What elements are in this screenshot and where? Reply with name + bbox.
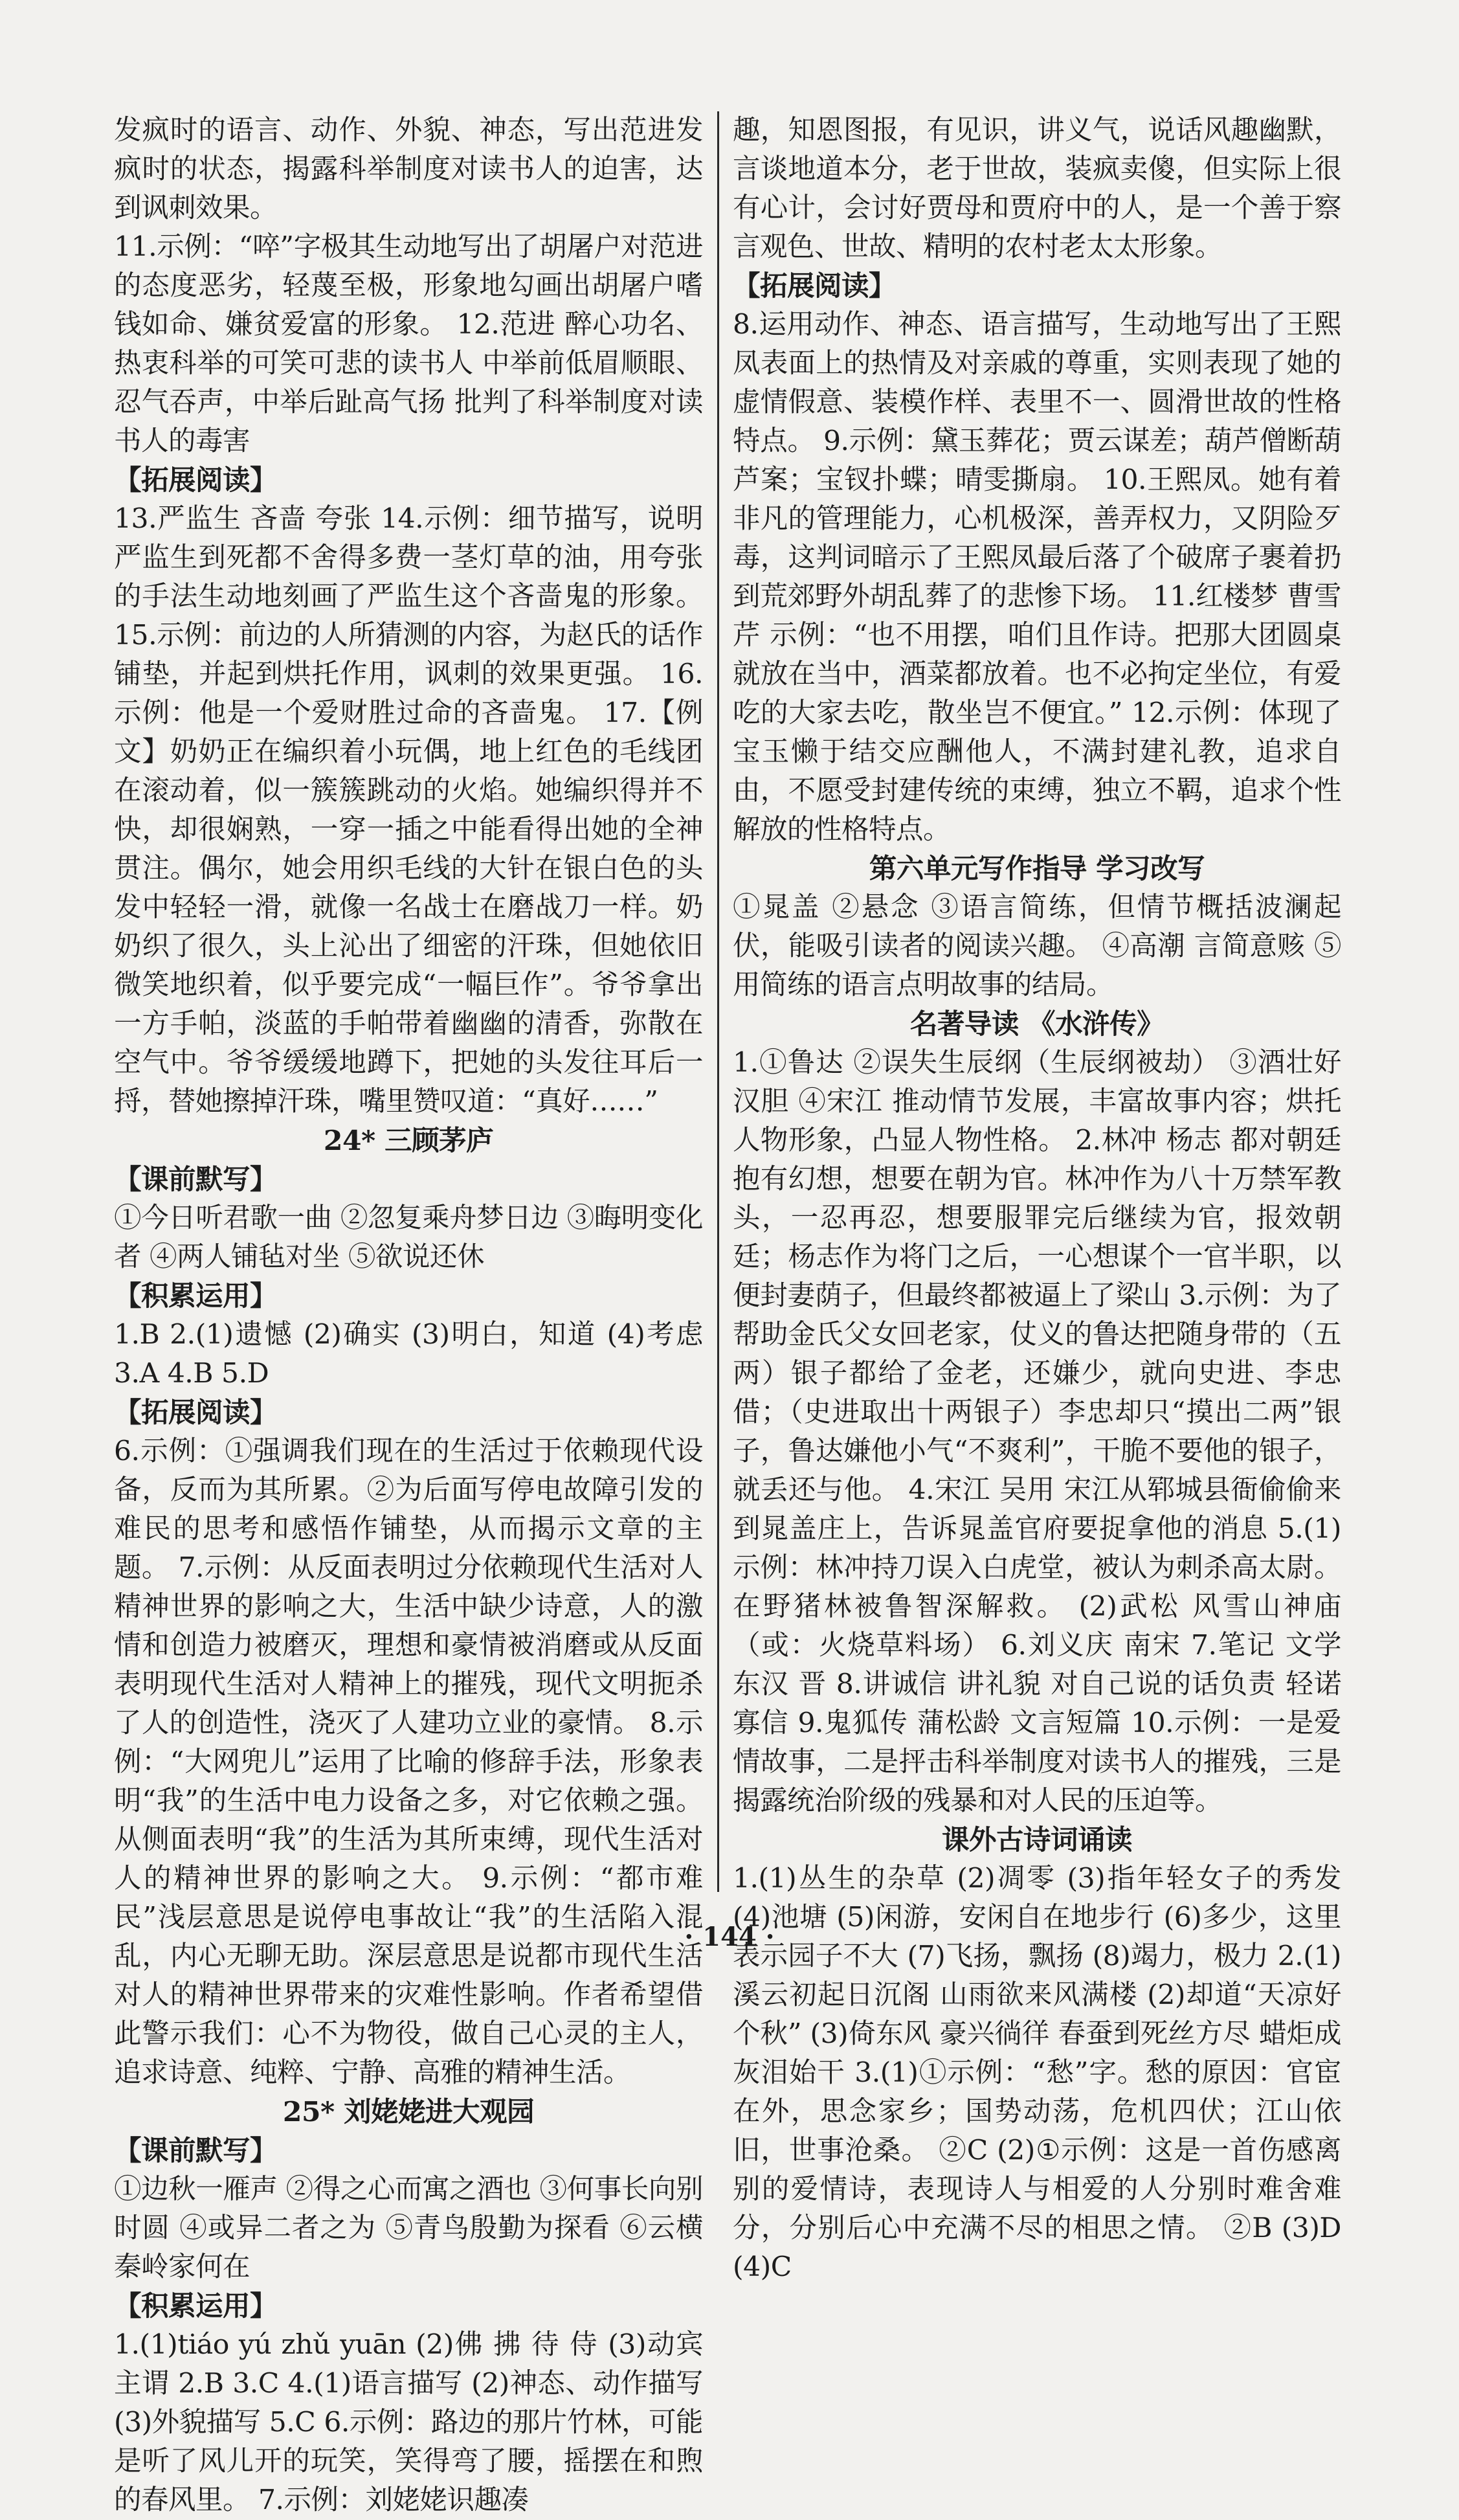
answer-paragraph: 13.严监生 吝啬 夸张 14.示例：细节描写，说明严监生到死都不舍得多费一茎灯草的油，用夸张的手法生动地刻画了严监生这个吝啬鬼的形象。 15.示例：前边的人所猜测的内容，为赵氏的话作铺垫，并起到烘托作用，讽刺的效果更强。 16.示例：他是一个爱财胜过命的吝啬鬼。 17.【例文】奶奶正在编织着小玩偶，地上红色的毛线团在滚动着，似一簇簇跳动的火焰。她编织得并不快，却很娴熟，一穿一插之中能看得出她的全神贯注。偶尔，她会用织毛线的大针在银白色的头发中轻轻一滑，就像一名战士在磨战刀一样。奶奶织了很久，头上沁出了细密的汗珠，但她依旧微笑地织着，似乎要完成“一幅巨作”。爷爷拿出一方手帕，淡蓝的手帕带着幽幽的清香，弥散在空气中。爷爷缓缓地蹲下，把她的头发往耳后一捋，替她擦掉汗珠，嘴里赞叹道：“真好……” [114, 503, 703, 1118]
answer-paragraph: 趣，知恩图报，有见识，讲义气，说话风趣幽默，言谈地道本分，老于世故，装疯卖傻，但实际上很有心计，会讨好贾母和贾府中的人，是一个善于察言观色、世故、精明的农村老太太形象。 [733, 115, 1341, 263]
answer-paragraph: 1.(1)丛生的杂草 (2)凋零 (3)指年轻女子的秀发 (4)池塘 (5)闲游，安闲自在地步行 (6)多少，这里表示园子不大 (7)飞扬，飘扬 (8)竭力，极力 2.(1)溪云初起日沉阁 山雨欲来风满楼 (2)却道“天凉好个秋” (3)倚东风 豪兴徜徉 春蚕到死丝方尽 蜡炬成灰泪始干 3.(1)①示例：“愁”字。愁的原因：官宦在外，思念家乡；国势动荡，危机四伏；江山依旧，世事沧桑。 ②C (2)①示例：这是一首伤感离别的爱情诗，表现诗人与相爱的人分别时难舍难分，分别后心中充满不尽的相思之情。 ②B (3)D (4)C [733, 1863, 1341, 2283]
answer-paragraph: 6.示例：①强调我们现在的生活过于依赖现代设备，反而为其所累。②为后面写停电故障引发的难民的思考和感悟作铺垫，从而揭示文章的主题。 7.示例：从反面表明过分依赖现代生活对人精神世界的影响之大，生活中缺少诗意，人的激情和创造力被磨灭，理想和豪情被消磨或从反面表明现代生活对人精神上的摧残，现代文明扼杀了人的创造性，浇灭了人建功立业的豪情。 8.示例：“大网兜儿”运用了比喻的修辞手法，形象表明“我”的生活中电力设备之多，对它依赖之强。从侧面表明“我”的生活为其所束缚，现代生活对人的精神世界的影响之大。 9.示例：“都市难民”浅层意思是说停电事故让“我”的生活陷入混乱，内心无聊无助。深层意思是说都市现代生活对人的精神世界带来的灾难性影响。作者希望借此警示我们：心不为物役，做自己心灵的主人，追求诗意、纯粹、宁静、高雅的精神生活。 [114, 1435, 703, 2089]
subsection-label: 【课前默写】 [114, 2135, 278, 2167]
section-heading: 第六单元写作指导 学习改写 [869, 853, 1205, 885]
subsection-label: 【拓展阅读】 [733, 270, 897, 302]
answer-paragraph: 1.①鲁达 ②误失生辰纲（生辰纲被劫） ③酒壮好汉胆 ④宋江 推动情节发展，丰富故事内容；烘托人物形象，凸显人物性格。 2.林冲 杨志 都对朝廷抱有幻想，想要在朝为官。林冲作为八十万禁军教头，一忍再忍，想要服罪完后继续为官，报效朝廷；杨志作为将门之后，一心想谋个一官半职，以便封妻荫子，但最终都被逼上了梁山 3.示例：为了帮助金氏父女回老家，仗义的鲁达把随身带的（五两）银子都给了金老，还嫌少，就向史进、李忠借；（史进取出十两银子）李忠却只“摸出二两”银子，鲁达嫌他小气“不爽利”，干脆不要他的银子，就丢还与他。 4.宋江 吴用 宋江从郓城县衙偷偷来到晁盖庄上，告诉晁盖官府要捉拿他的消息 5.(1)示例：林冲持刀误入白虎堂，被认为刺杀高太尉。在野猪林被鲁智深解救。 (2)武松 风雪山神庙（或：火烧草料场） 6.刘义庆 南宋 7.笔记 文学 东汉 晋 8.讲诚信 讲礼貌 对自己说的话负责 轻诺寡信 9.鬼狐传 蒲松龄 文言短篇 10.示例：一是爱情故事，二是抨击科举制度对读书人的摧残，三是揭露统治阶级的残暴和对人民的压迫等。 [733, 1047, 1341, 1817]
answer-paragraph: 8.运用动作、神态、语言描写，生动地写出了王熙凤表面上的热情及对亲戚的尊重，实则表现了她的虚情假意、装模作样、表里不一、圆滑世故的性格特点。 9.示例：黛玉葬花；贾云谋差；葫芦僧断葫芦案；宝钗扑蝶；晴雯撕扇。 10.王熙凤。她有着非凡的管理能力，心机极深，善弄权力，又阴险歹毒，这判词暗示了王熙凤最后落了个破席子裹着扔到荒郊野外胡乱葬了的悲惨下场。 11.红楼梦 曹雪芹 示例：“也不用摆，咱们且作诗。把那大团圆桌就放在当中，酒菜都放着。也不必拘定坐位，有爱吃的大家去吃，散坐岂不便宜。” 12.示例：体现了宝玉懒于结交应酬他人，不满封建礼教，追求自由，不愿受封建传统的束缚，独立不羁，追求个性解放的性格特点。 [733, 309, 1341, 846]
page-number: · 144 · [684, 1922, 775, 1952]
subsection-label: 【积累运用】 [114, 1280, 278, 1312]
subsection-label: 【拓展阅读】 [114, 464, 278, 497]
answer-paragraph: 发疯时的语言、动作、外貌、神态，写出范进发疯时的状态，揭露科举制度对读书人的迫害，达到讽刺效果。 [114, 115, 703, 224]
answer-paragraph: 1.B 2.(1)遗憾 (2)确实 (3)明白，知道 (4)考虑 3.A 4.B 5.D [114, 1319, 703, 1389]
answer-paragraph: ①边秋一雁声 ②得之心而寓之酒也 ③何事长向别时圆 ④或异二者之为 ⑤青鸟殷勤为探看 ⑥云横秦岭家何在 [114, 2174, 703, 2283]
column-divider [717, 111, 719, 1892]
subsection-label: 【课前默写】 [114, 1164, 278, 1196]
section-heading: 名著导读 《水浒传》 [909, 1008, 1164, 1041]
answer-paragraph: ①今日听君歌一曲 ②忽复乘舟梦日边 ③晦明变化者 ④两人铺毡对坐 ⑤欲说还休 [114, 1202, 703, 1273]
subsection-label: 【积累运用】 [114, 2290, 278, 2323]
section-heading: 课外古诗词诵读 [941, 1824, 1132, 1856]
answer-paragraph: 1.(1)tiáo yú zhǔ yuān (2)佛 拂 待 侍 (3)动宾 主谓 2.B 3.C 4.(1)语言描写 (2)神态、动作描写 (3)外貌描写 5.C 6.示例：路边的那片竹林，可能是听了风儿开的玩笑，笑得弯了腰，摇摆在和煦的春风里。 7.示例：刘姥姥识趣凑 [114, 2329, 703, 2516]
answer-paragraph: 11.示例：“啐”字极其生动地写出了胡屠户对范进的态度恶劣，轻蔑至极，形象地勾画出胡屠户嗜钱如命、嫌贫爱富的形象。 12.范进 醉心功名、热衷科举的可笑可悲的读书人 中举前低眉顺眼、忍气吞声，中举后趾高气扬 批判了科举制度对读书人的毒害 [114, 231, 703, 457]
subsection-label: 【拓展阅读】 [114, 1397, 278, 1429]
answer-paragraph: ①晁盖 ②悬念 ③语言简练，但情节概括波澜起伏，能吸引读者的阅读兴趣。 ④高潮 言简意赅 ⑤用简练的语言点明故事的结局。 [733, 892, 1341, 1001]
right-column [733, 111, 1341, 2283]
section-heading: 25* 刘姥姥进大观园 [282, 2096, 535, 2128]
left-column [114, 111, 703, 2516]
section-heading: 24* 三顾茅庐 [323, 1125, 494, 1157]
